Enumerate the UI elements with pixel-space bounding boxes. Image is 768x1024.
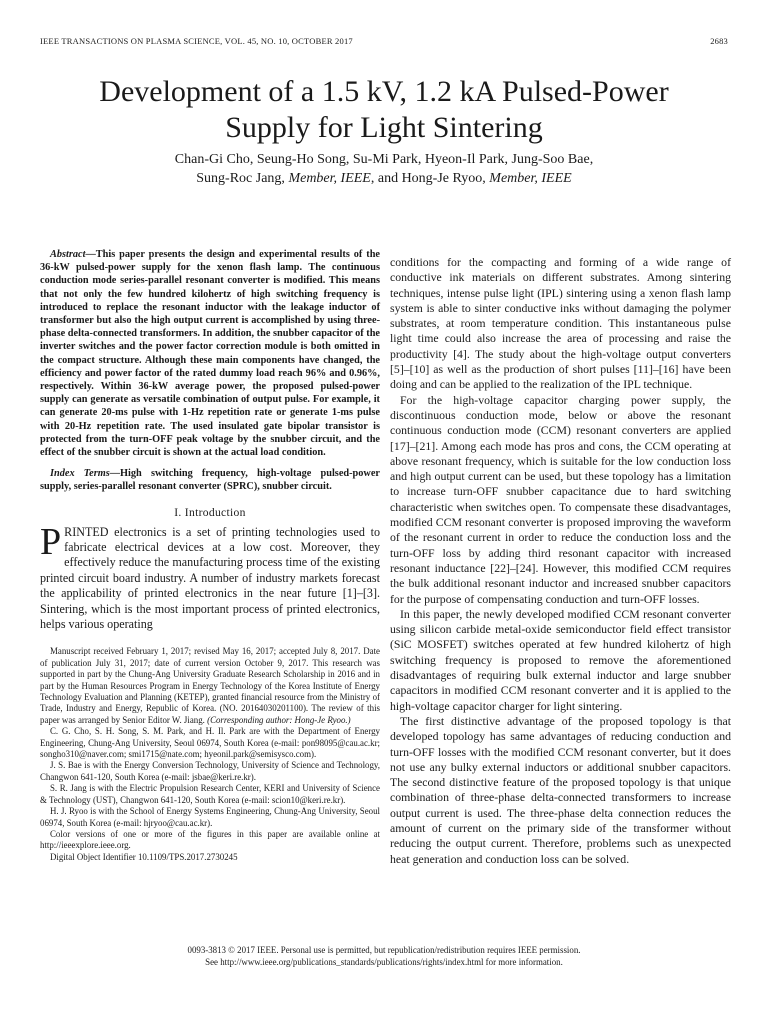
index-terms <box>40 467 380 493</box>
authors-line-1: Chan-Gi Cho, Seung-Ho Song, Su-Mi Park, Hyeon-Il Park, Jung-Soo Bae, <box>174 152 594 167</box>
footnote-affiliation-1: C. G. Cho, S. H. Song, S. M. Park, and H. Il. Park are with the Department of Energy Engineering, Chung-Ang University, Seoul 06974, South Korea (e-mail: pon98095@cau.ac.kr; songho310@naver.com; smi1715@nate.com; hyeonil.park@semisysco.com). <box>40 726 380 760</box>
copyright-notice <box>40 945 728 968</box>
title-line-2: Supply for Light Sintering <box>225 111 543 144</box>
drop-cap: P <box>40 520 62 563</box>
introduction-text: RINTED electronics is a set of printing technologies used to fabricate electrical devices at a low cost. Moreover, they effectively reduce the manufacturing process time of the existing printed circuit board industry. A number of industry markets forecast the applicability of printed electronics in the near future [1]–[3]. Sintering, which is the most important process of printed electronics, helps various operating <box>40 524 380 631</box>
journal-name: IEEE TRANSACTIONS ON PLASMA SCIENCE, VOL. 45, NO. 10, OCTOBER 2017 <box>40 36 353 46</box>
right-column <box>390 255 731 867</box>
paper-title <box>40 74 728 146</box>
authors-line-2 <box>40 169 728 188</box>
authors-line-2b: , and Hong-Je Ryoo, <box>370 171 486 186</box>
abstract-label: Abstract <box>50 249 86 260</box>
running-head <box>40 36 728 46</box>
footnote-doi: Digital Object Identifier 10.1109/TPS.2017.2730245 <box>50 851 238 862</box>
author-membership-1: Member, IEEE <box>288 171 371 186</box>
section-heading-introduction: I. Introduction <box>174 505 246 519</box>
introduction-paragraph <box>40 520 380 633</box>
footnotes <box>40 646 380 863</box>
corresponding-author: (Corresponding author: Hong-Je Ryoo.) <box>207 714 351 725</box>
author-list <box>40 150 728 188</box>
footnote-affiliation-2: J. S. Bae is with the Energy Conversion Technology, University of Science and Technology, Changwon 641-120, South Korea (e-mail: jsbae@keri.re.kr). <box>40 760 380 782</box>
index-terms-text: —High switching frequency, high-voltage pulsed-power supply, series-parallel resonant converter (SPRC), snubber circuit. <box>40 468 380 493</box>
title-line-1: Development of a 1.5 kV, 1.2 kA Pulsed-Power <box>99 75 669 108</box>
footnote-affiliation-3: S. R. Jang is with the Electric Propulsion Research Center, KERI and University of Science & Technology (UST), Changwon 641-120, South Korea (e-mail: scion10@keri.re.kr). <box>40 783 380 805</box>
footnote-affiliation-4: H. J. Ryoo is with the School of Energy Systems Engineering, Chung-Ang University, Seoul 06974, South Korea (e-mail: hjryoo@cau.ac.kr). <box>40 806 380 828</box>
page-number: 2683 <box>710 36 728 46</box>
footnote-color-versions: Color versions of one or more of the figures in this paper are available online at http://ieeexplore.ieee.org. <box>40 828 380 851</box>
body-paragraph-2: For the high-voltage capacitor charging power supply, the discontinuous conduction mode, below or above the resonant continuous conduction mode (CCM) resonant converters are applied [17]–[21]. Among each mode has pros and cons, the CCM operating at above resonant frequency, which is suitable for the low conduction loss and high output current can be used, but these topology has a limitation to increase turn-OFF snubber capacitance due to hard switching characteristic when switches open. To compensate these disadvantages, modified CCM resonant converter is proposed improving the waveform of the resonant current in order to reduce the conduction loss and the turn-OFF loss by adding third resonant capacitor with increased resonant inductance [22]–[24]. However, this modified CCM requires the bulk additional resonant inductor and increased snubber capacitors for the purpose of compensating conduction and turn-OFF losses. <box>390 392 731 606</box>
index-terms-label: Index Terms <box>50 468 110 480</box>
authors-line-2a: Sung-Roc Jang, <box>196 171 285 186</box>
body-paragraph-3: In this paper, the newly developed modified CCM resonant converter using silicon carbide metal-oxide semiconductor field effect transistor (SiC MOSFET) switches operated at few hundred kilohertz of high switching frequency is proposed to remove the aforementioned disadvantages of requiring bulk external inductor and large snubber capacitors in modified CCM resonant converter and it is applied to the high-voltage capacitor charger for light sintering. <box>390 606 731 713</box>
copyright-line-1: 0093-3813 © 2017 IEEE. Personal use is permitted, but republication/redistribution requires IEEE permission. <box>187 945 581 955</box>
body-paragraph-1: conditions for the compacting and forming of a wide range of conductive ink materials on different substrates. Among sintering techniques, intense pulse light (IPL) sintering using a xenon flash lamp system is able to sinter conductive inks without damaging the polymer substrates, at room temperature condition. This instantaneous pulse light time could also increase the area of processing and raise the productivity [4]. The study about the high-voltage output converters [5]–[10] as well as the production of short pulses [11]–[16] have been doing and can be applied to the realization of the IPL technique. <box>390 255 731 392</box>
abstract-text: —This paper presents the design and experimental results of the 36-kW pulsed-power supply for the xenon flash lamp. The continuous conduction mode series-parallel resonant converter is modified. This means that not only the few hundred kilohertz of high switching frequency is introduced to replace the resonant inductor with the leakage inductor of transformer but also the high output current is accomplished by using three-phase delta-connected transformers. In addition, the snubber capacitor of the inverter switches and the power factor correction module is both omitted in the compact structure. Although these main components have changed, the efficiency and power factor of the rated dummy load reach 96% and 0.96%, respectively. Within 36-kW average power, the proposed pulsed-power supply can generate as versatile combination of output pulse. For example, it can generate 20-ms pulse with 1-Hz repetition rate or generate 1-ms pulse with 20-Hz repetition rate. The used insulated gate bipolar transistor is protected from the turn-OFF peak voltage by the snubber circuit, and the effect of the snubber circuit is shown at the actual load condition. <box>40 249 380 459</box>
left-column <box>40 248 380 863</box>
body-paragraph-4: The first distinctive advantage of the proposed topology is that developed topology has same advantages of reducing conduction and turn-OFF losses with the modified CCM resonant converter, but it does not use any bulky external inductors or additional snubber capacitors. The second distinctive feature of the proposed topology is that unique combination of three-phase delta-connected transformers to increase output current is used. The three-phase delta connection reduces the amount of current on the primary side of the transformer without reducing the output current. Therefore, problems such as unexpected heat generation and conduction loss can be solved. <box>390 713 731 866</box>
footnote-manuscript: Manuscript received February 1, 2017; revised May 16, 2017; accepted July 8, 2017. Date of publication July 31, 2017; date of current version October 9, 2017. This research was supported in part by the Chung-Ang University Graduate Research Scholarship in 2016 and in part by the Human Resources Program in Energy Technology of the Korea Institute of Energy Technology Evaluation and Planning (KETEP), granted financial resource from the Ministry of Trade, Industry and Energy, Republic of Korea. (NO. 20164030201100). The review of this paper was arranged by Senior Editor W. Jiang. (Corresponding author: Hong-Je Ryoo.) <box>40 646 380 725</box>
abstract <box>40 248 380 459</box>
copyright-line-2: See http://www.ieee.org/publications_standards/publications/rights/index.html for more information. <box>205 956 563 967</box>
author-membership-2: Member, IEEE <box>489 171 572 186</box>
